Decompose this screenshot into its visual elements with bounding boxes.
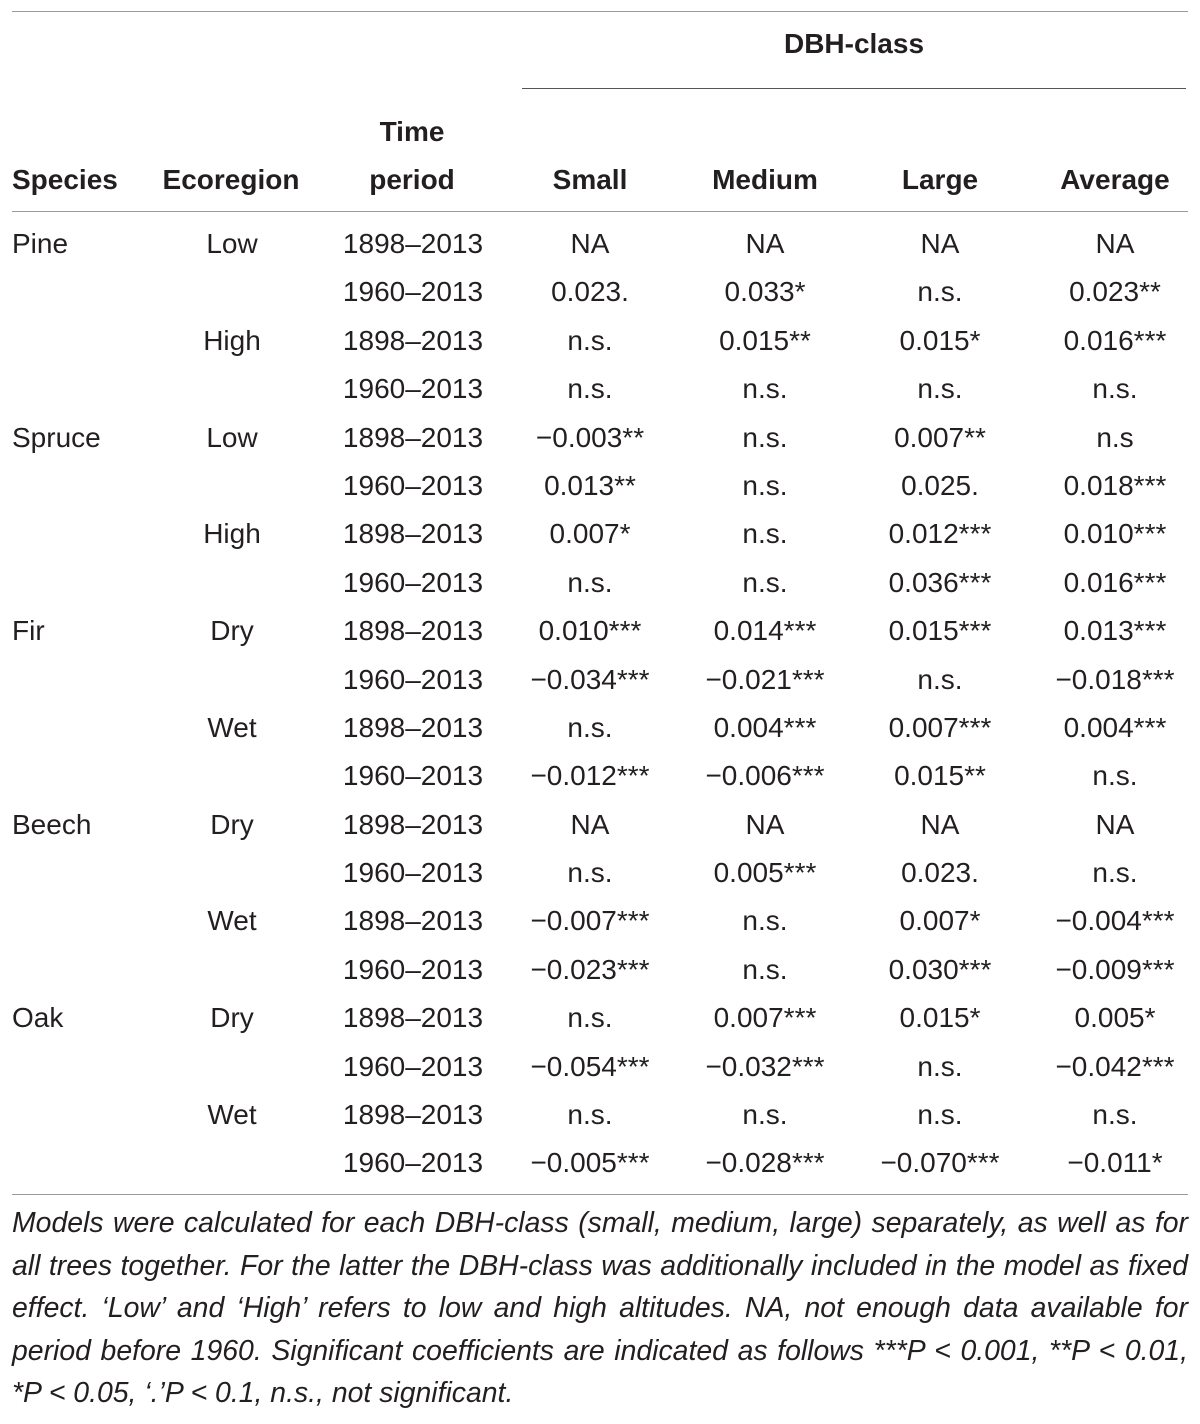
cell-small: −0.012***: [530, 760, 650, 792]
cell-small: n.s.: [567, 373, 613, 405]
cell-medium: n.s.: [742, 469, 788, 501]
cell-average: 0.010***: [1063, 518, 1167, 550]
table-row: [0, 1139, 1200, 1187]
bottom-rule: [12, 1194, 1188, 1195]
cell-average: NA: [1095, 228, 1135, 259]
cell-time: 1960–2013: [342, 469, 484, 501]
cell-medium: −0.032***: [705, 1050, 825, 1082]
table-row: [0, 607, 1200, 655]
dbh-class-group-header: DBH-class: [783, 28, 925, 59]
cell-small: 0.007*: [549, 518, 631, 550]
cell-large: 0.007***: [888, 711, 992, 743]
cell-small: 0.023.: [551, 276, 629, 308]
cell-species: Spruce: [12, 421, 101, 453]
table-row: [0, 1043, 1200, 1091]
cell-time: 1898–2013: [342, 905, 484, 937]
cell-eco: Wet: [207, 905, 257, 937]
table-row: [0, 656, 1200, 704]
cell-small: n.s.: [567, 857, 613, 889]
cell-average: −0.018***: [1055, 663, 1175, 695]
cell-eco: Dry: [210, 1002, 254, 1034]
table-row: [0, 317, 1200, 365]
cell-medium: −0.006***: [705, 760, 825, 792]
cell-time: 1960–2013: [342, 373, 484, 405]
cell-average: NA: [1095, 808, 1135, 840]
cell-time: 1960–2013: [342, 857, 484, 889]
cell-average: n.s: [1096, 421, 1134, 453]
cell-medium: n.s.: [742, 421, 788, 453]
cell-large: 0.012***: [888, 518, 992, 550]
cell-average: −0.042***: [1055, 1050, 1175, 1082]
cell-medium: n.s.: [742, 373, 788, 405]
cell-medium: 0.007***: [713, 1002, 817, 1034]
cell-large: n.s.: [917, 1050, 963, 1082]
cell-time: 1898–2013: [342, 518, 484, 550]
table-footnote: Models were calculated for each DBH-class (small, medium, large) separately, as well as for all trees together. For the latter the DBH-class was additionally included in the model as fixed effect. ‘Low’ and ‘High’ refers to low and high altitudes. NA, not enough data available for period before 1960. Significant coefficients are indicated as follows ***P < 0.001, **P < 0.01, *P < 0.05, ‘.’P < 0.1, n.s., not significant.: [12, 1207, 1188, 1410]
header-ecoregion: Ecoregion: [162, 164, 300, 195]
header-time-line2: period: [369, 164, 455, 195]
cell-large: 0.007**: [894, 421, 986, 453]
cell-large: 0.025.: [901, 469, 979, 501]
cell-average: n.s.: [1092, 1099, 1138, 1131]
header-medium: Medium: [712, 164, 818, 195]
header-species: Species: [12, 164, 118, 195]
cell-large: 0.023.: [901, 857, 979, 889]
cell-medium: 0.014***: [713, 615, 817, 647]
cell-large: NA: [920, 808, 960, 840]
cell-medium: n.s.: [742, 905, 788, 937]
cell-small: n.s.: [567, 566, 613, 598]
table-row: [0, 462, 1200, 510]
cell-medium: n.s.: [742, 566, 788, 598]
cell-medium: −0.021***: [705, 663, 825, 695]
cell-species: Pine: [12, 228, 69, 259]
cell-species: Fir: [12, 615, 45, 647]
cell-time: 1898–2013: [342, 324, 484, 356]
cell-small: −0.054***: [530, 1050, 650, 1082]
header-large: Large: [901, 164, 979, 195]
cell-large: NA: [920, 228, 960, 259]
header-rule: [12, 211, 1188, 212]
table-row: [0, 897, 1200, 945]
table-row: [0, 946, 1200, 994]
cell-small: −0.034***: [530, 663, 650, 695]
cell-large: 0.015**: [894, 760, 986, 792]
cell-average: 0.016***: [1063, 566, 1167, 598]
cell-large: 0.036***: [888, 566, 992, 598]
cell-time: 1960–2013: [342, 566, 484, 598]
cell-species: Beech: [12, 808, 92, 840]
cell-average: n.s.: [1092, 760, 1138, 792]
cell-large: 0.015*: [899, 1002, 981, 1034]
cell-eco: High: [203, 324, 261, 356]
table-row: [0, 220, 1200, 268]
cell-small: n.s.: [567, 711, 613, 743]
cell-small: −0.003**: [535, 421, 645, 453]
cell-large: n.s.: [917, 276, 963, 308]
cell-average: n.s.: [1092, 373, 1138, 405]
cell-eco: Wet: [207, 711, 257, 743]
cell-species: Oak: [12, 1002, 64, 1034]
cell-time: 1960–2013: [342, 760, 484, 792]
cell-medium: 0.033*: [724, 276, 806, 308]
header-time-period: [322, 108, 502, 204]
table-row: [0, 268, 1200, 316]
cell-average: 0.013***: [1063, 615, 1167, 647]
cell-average: 0.023**: [1069, 276, 1161, 308]
cell-small: −0.023***: [530, 953, 650, 985]
cell-large: −0.070***: [880, 1147, 1000, 1179]
cell-time: 1898–2013: [342, 808, 484, 840]
cell-average: −0.009***: [1055, 953, 1175, 985]
cell-large: n.s.: [917, 1099, 963, 1131]
header-small: Small: [552, 164, 628, 195]
table-row: [0, 752, 1200, 800]
cell-small: −0.005***: [530, 1147, 650, 1179]
cell-eco: Dry: [210, 615, 254, 647]
table-row: [0, 801, 1200, 849]
cell-large: n.s.: [917, 373, 963, 405]
cell-small: −0.007***: [530, 905, 650, 937]
cell-time: 1960–2013: [342, 276, 484, 308]
cell-small: 0.010***: [538, 615, 642, 647]
cell-time: 1960–2013: [342, 953, 484, 985]
cell-medium: n.s.: [742, 518, 788, 550]
header-time-line1: Time: [379, 116, 445, 147]
cell-medium: n.s.: [742, 953, 788, 985]
cell-small: NA: [570, 228, 610, 259]
group-rule: [522, 88, 1186, 89]
cell-eco: Wet: [207, 1099, 257, 1131]
cell-time: 1960–2013: [342, 1050, 484, 1082]
cell-eco: Dry: [210, 808, 254, 840]
table-row: [0, 994, 1200, 1042]
cell-average: n.s.: [1092, 857, 1138, 889]
cell-time: 1898–2013: [342, 228, 484, 259]
cell-small: n.s.: [567, 1002, 613, 1034]
cell-large: 0.015*: [899, 324, 981, 356]
cell-medium: NA: [745, 228, 785, 259]
cell-medium: NA: [745, 808, 785, 840]
cell-time: 1898–2013: [342, 421, 484, 453]
table-row: [0, 559, 1200, 607]
cell-time: 1960–2013: [342, 1147, 484, 1179]
cell-average: 0.016***: [1063, 324, 1167, 356]
cell-medium: 0.015**: [719, 324, 811, 356]
table-row: [0, 849, 1200, 897]
cell-medium: 0.004***: [713, 711, 817, 743]
cell-small: 0.013**: [544, 469, 636, 501]
cell-medium: 0.005***: [713, 857, 817, 889]
table-row: [0, 365, 1200, 413]
cell-small: NA: [570, 808, 610, 840]
table-body: [0, 220, 1200, 1188]
cell-large: 0.030***: [888, 953, 992, 985]
header-average: Average: [1060, 164, 1170, 195]
cell-large: 0.015***: [888, 615, 992, 647]
table-row: [0, 510, 1200, 558]
cell-time: 1898–2013: [342, 615, 484, 647]
cell-medium: −0.028***: [705, 1147, 825, 1179]
cell-time: 1960–2013: [342, 663, 484, 695]
table-row: [0, 414, 1200, 462]
cell-average: 0.005*: [1074, 1002, 1156, 1034]
cell-eco: High: [203, 518, 261, 550]
cell-large: 0.007*: [899, 905, 981, 937]
cell-eco: Low: [206, 228, 258, 259]
cell-medium: n.s.: [742, 1099, 788, 1131]
cell-time: 1898–2013: [342, 711, 484, 743]
cell-average: −0.011*: [1067, 1147, 1163, 1179]
cell-average: 0.018***: [1063, 469, 1167, 501]
cell-time: 1898–2013: [342, 1002, 484, 1034]
cell-average: −0.004***: [1055, 905, 1175, 937]
cell-large: n.s.: [917, 663, 963, 695]
cell-average: 0.004***: [1063, 711, 1167, 743]
table-row: [0, 704, 1200, 752]
cell-small: n.s.: [567, 1099, 613, 1131]
cell-eco: Low: [206, 421, 258, 453]
top-rule: [12, 11, 1188, 12]
cell-time: 1898–2013: [342, 1099, 484, 1131]
cell-small: n.s.: [567, 324, 613, 356]
table-row: [0, 1091, 1200, 1139]
